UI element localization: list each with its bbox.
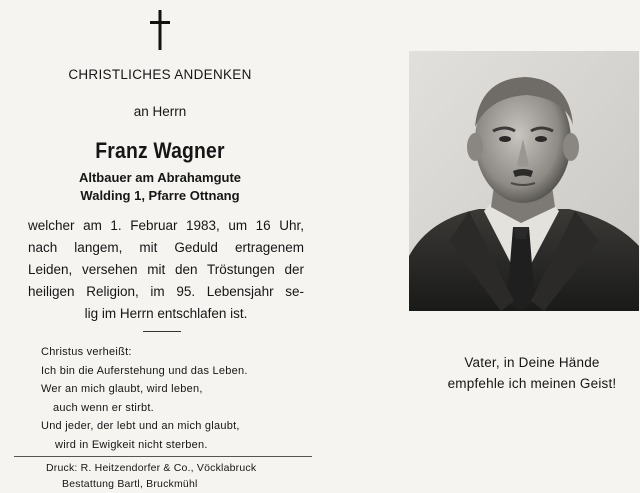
deceased-name: Franz Wagner [95, 138, 225, 163]
salutation: an Herrn [133, 104, 187, 119]
obituary-line: heiligen Religion, im 95. Lebensjahr se- [28, 284, 304, 299]
verse-line: Christus verheißt: [41, 346, 132, 358]
verse-line: auch wenn er stirbt. [53, 401, 154, 414]
verse-line: Ich bin die Auferstehung und das Leben. [41, 364, 248, 377]
deceased-address: Walding 1, Pfarre Ottnang [80, 188, 240, 203]
card-title: CHRISTLICHES ANDENKEN [68, 67, 252, 82]
caption [320, 352, 640, 394]
obituary-text [28, 215, 304, 325]
obituary-line: lig im Herrn entschlafen ist. [84, 306, 248, 321]
caption-line: empfehle ich meinen Geist! [447, 376, 617, 391]
verse-line: wird in Ewigkeit nicht sterben. [55, 438, 208, 451]
obituary-line: nach langem, mit Geduld ertragenem [28, 240, 304, 255]
portrait-photo [409, 51, 639, 311]
cross-icon [148, 10, 172, 50]
section-divider [143, 331, 181, 332]
obituary-line: welcher am 1. Februar 1983, um 16 Uhr, [28, 218, 304, 233]
funeral-home-credit: Bestattung Bartl, Bruckmühl [62, 478, 198, 490]
photo-panel [320, 0, 640, 493]
verse-line: Wer an mich glaubt, wird leben, [41, 383, 203, 395]
printer-credit: Druck: R. Heitzendorfer & Co., Vöcklabruck [46, 462, 257, 474]
imprint [0, 460, 320, 492]
obituary-line: Leiden, versehen mit den Tröstungen der [28, 262, 304, 277]
caption-line: Vater, in Deine Hände [464, 355, 600, 370]
imprint-rule [14, 456, 312, 457]
portrait-illustration [409, 51, 639, 311]
deceased-role: Altbauer am Abrahamgute [78, 170, 242, 185]
bible-verse [41, 343, 311, 454]
verse-line: Und jeder, der lebt und an mich glaubt, [41, 420, 240, 432]
